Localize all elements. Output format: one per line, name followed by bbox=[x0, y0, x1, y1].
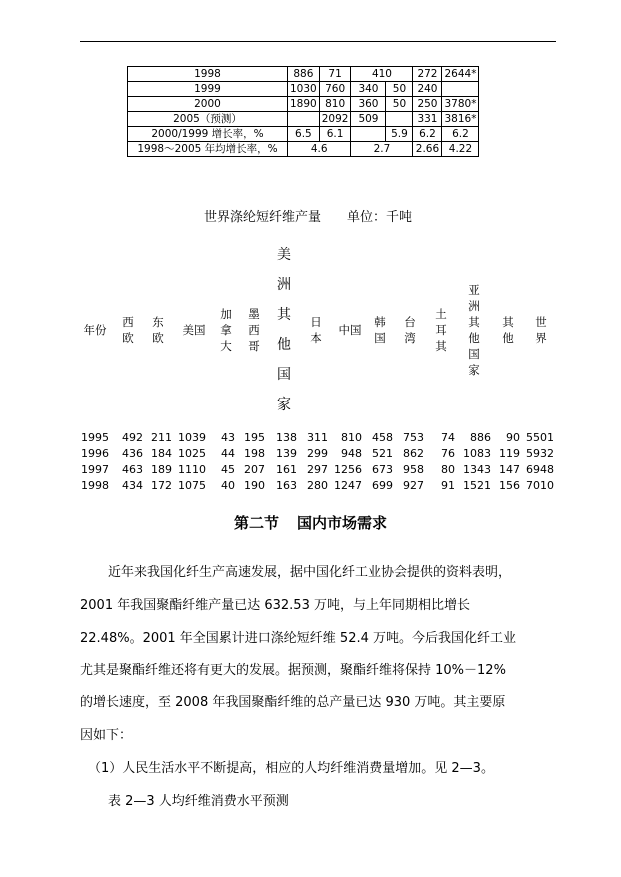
column-header: 亚 洲 其 他 国 家 bbox=[468, 283, 480, 377]
body-line: 尤其是聚酯纤维还将有更大的发展。据预测，聚酯纤维将保持 10%－12% bbox=[80, 663, 506, 678]
table-cell: 7010 bbox=[526, 479, 554, 492]
table-row bbox=[0, 463, 621, 478]
table-row: 2000/1999 增长率，% 6.5 6.1 5.9 6.2 6.2 bbox=[128, 127, 479, 142]
column-header: 年份 bbox=[83, 323, 107, 337]
table-cell: 458 bbox=[372, 431, 393, 444]
table-cell: 434 bbox=[122, 479, 143, 492]
table-cell: 5501 bbox=[526, 431, 554, 444]
table-row: 2000 1890 810 360 50 250 3780* bbox=[128, 97, 479, 112]
table-cell: 40 bbox=[221, 479, 235, 492]
table-cell: 1256 bbox=[334, 463, 362, 476]
table-cell: 138 bbox=[276, 431, 297, 444]
table-cell: 463 bbox=[122, 463, 143, 476]
caption-unit: 单位：千吨 bbox=[347, 210, 413, 225]
table-cell: 753 bbox=[403, 431, 424, 444]
section-title: 国内市场需求 bbox=[297, 514, 388, 532]
table-cell: 1995 bbox=[81, 431, 109, 444]
table-row bbox=[0, 479, 621, 494]
table-cell: 161 bbox=[276, 463, 297, 476]
table-caption: 表 2—3 人均纤维消费水平预测 bbox=[108, 794, 289, 809]
table-cell: 958 bbox=[403, 463, 424, 476]
table-cell: 184 bbox=[151, 447, 172, 460]
table-cell: 1039 bbox=[178, 431, 206, 444]
table-cell: 948 bbox=[341, 447, 362, 460]
table-cell: 190 bbox=[244, 479, 265, 492]
table-cell: 90 bbox=[506, 431, 520, 444]
column-header: 东 欧 bbox=[152, 315, 164, 345]
table-cell: 1025 bbox=[178, 447, 206, 460]
table-cell: 1110 bbox=[178, 463, 206, 476]
table-cell: 299 bbox=[307, 447, 328, 460]
growth-table bbox=[127, 66, 479, 157]
table-cell: 436 bbox=[122, 447, 143, 460]
table-cell: 886 bbox=[470, 431, 491, 444]
table-cell: 311 bbox=[307, 431, 328, 444]
table-row: 2005（预测） 2092 509 331 3816* bbox=[128, 112, 479, 127]
table-cell: 45 bbox=[221, 463, 235, 476]
body-line: 因如下： bbox=[80, 728, 133, 743]
column-header: 世 界 bbox=[535, 315, 547, 345]
table-cell: 492 bbox=[122, 431, 143, 444]
table-cell: 1996 bbox=[81, 447, 109, 460]
table-cell: 198 bbox=[244, 447, 265, 460]
table-cell: 80 bbox=[441, 463, 455, 476]
column-header: 其 他 bbox=[502, 315, 514, 345]
column-header: 加 拿 大 bbox=[220, 307, 232, 353]
column-header: 日 本 bbox=[310, 315, 322, 345]
table-cell: 927 bbox=[403, 479, 424, 492]
column-header: 韩 国 bbox=[374, 315, 386, 345]
table-cell: 1343 bbox=[463, 463, 491, 476]
column-header: 美 洲 其 他 国 家 bbox=[277, 247, 291, 413]
column-header: 西 欧 bbox=[122, 315, 134, 345]
table-cell: 1521 bbox=[463, 479, 491, 492]
table-cell: 1998 bbox=[81, 479, 109, 492]
table-cell: 195 bbox=[244, 431, 265, 444]
table-cell: 76 bbox=[441, 447, 455, 460]
body-line: （1）人民生活水平不断提高，相应的人均纤维消费量增加。见 2—3。 bbox=[88, 761, 494, 776]
table-cell: 297 bbox=[307, 463, 328, 476]
table-cell: 699 bbox=[372, 479, 393, 492]
section-number: 第二节 bbox=[233, 514, 279, 532]
table-cell: 119 bbox=[499, 447, 520, 460]
table-cell: 6948 bbox=[526, 463, 554, 476]
caption-title: 世界涤纶短纤维产量 bbox=[204, 210, 322, 225]
table-row bbox=[0, 447, 621, 462]
table-cell: 147 bbox=[499, 463, 520, 476]
section-heading bbox=[0, 512, 621, 533]
column-header: 美国 bbox=[182, 323, 206, 337]
table-cell: 5932 bbox=[526, 447, 554, 460]
table-row: 1998 886 71 410 272 2644* bbox=[128, 67, 479, 82]
column-header: 墨 西 哥 bbox=[248, 307, 260, 353]
column-header: 台 湾 bbox=[404, 315, 416, 345]
table-cell: 862 bbox=[403, 447, 424, 460]
table-cell: 139 bbox=[276, 447, 297, 460]
table-cell: 43 bbox=[221, 431, 235, 444]
table-row: 1998～2005 年均增长率，% 4.6 2.7 2.66 4.22 bbox=[128, 142, 479, 157]
table-cell: 280 bbox=[307, 479, 328, 492]
table-cell: 810 bbox=[341, 431, 362, 444]
table-cell: 189 bbox=[151, 463, 172, 476]
table-cell: 44 bbox=[221, 447, 235, 460]
table-cell: 521 bbox=[372, 447, 393, 460]
body-line: 2001 年我国聚酯纤维产量已达 632.53 万吨，与上年同期相比增长 bbox=[80, 598, 470, 613]
table-row bbox=[0, 431, 621, 446]
column-header: 土 耳 其 bbox=[435, 307, 447, 353]
body-line: 近年来我国化纤生产高速发展，据中国化纤工业协会提供的资料表明， bbox=[108, 565, 512, 580]
table-cell: 207 bbox=[244, 463, 265, 476]
table-caption bbox=[204, 206, 412, 225]
table-cell: 673 bbox=[372, 463, 393, 476]
body-line: 的增长速度，至 2008 年我国聚酯纤维的总产量已达 930 万吨。其主要原 bbox=[80, 695, 506, 710]
table-cell: 1247 bbox=[334, 479, 362, 492]
table-cell: 156 bbox=[499, 479, 520, 492]
table-cell: 91 bbox=[441, 479, 455, 492]
header-rule bbox=[80, 41, 556, 42]
table-cell: 1997 bbox=[81, 463, 109, 476]
column-header: 中国 bbox=[338, 323, 362, 337]
table-cell: 211 bbox=[151, 431, 172, 444]
table-cell: 1075 bbox=[178, 479, 206, 492]
table-cell: 74 bbox=[441, 431, 455, 444]
table-cell: 163 bbox=[276, 479, 297, 492]
table-row: 1999 1030 760 340 50 240 bbox=[128, 82, 479, 97]
body-line: 22.48%。2001 年全国累计进口涤纶短纤维 52.4 万吨。今后我国化纤工业 bbox=[80, 631, 516, 646]
table-cell: 1083 bbox=[463, 447, 491, 460]
table-cell: 172 bbox=[151, 479, 172, 492]
